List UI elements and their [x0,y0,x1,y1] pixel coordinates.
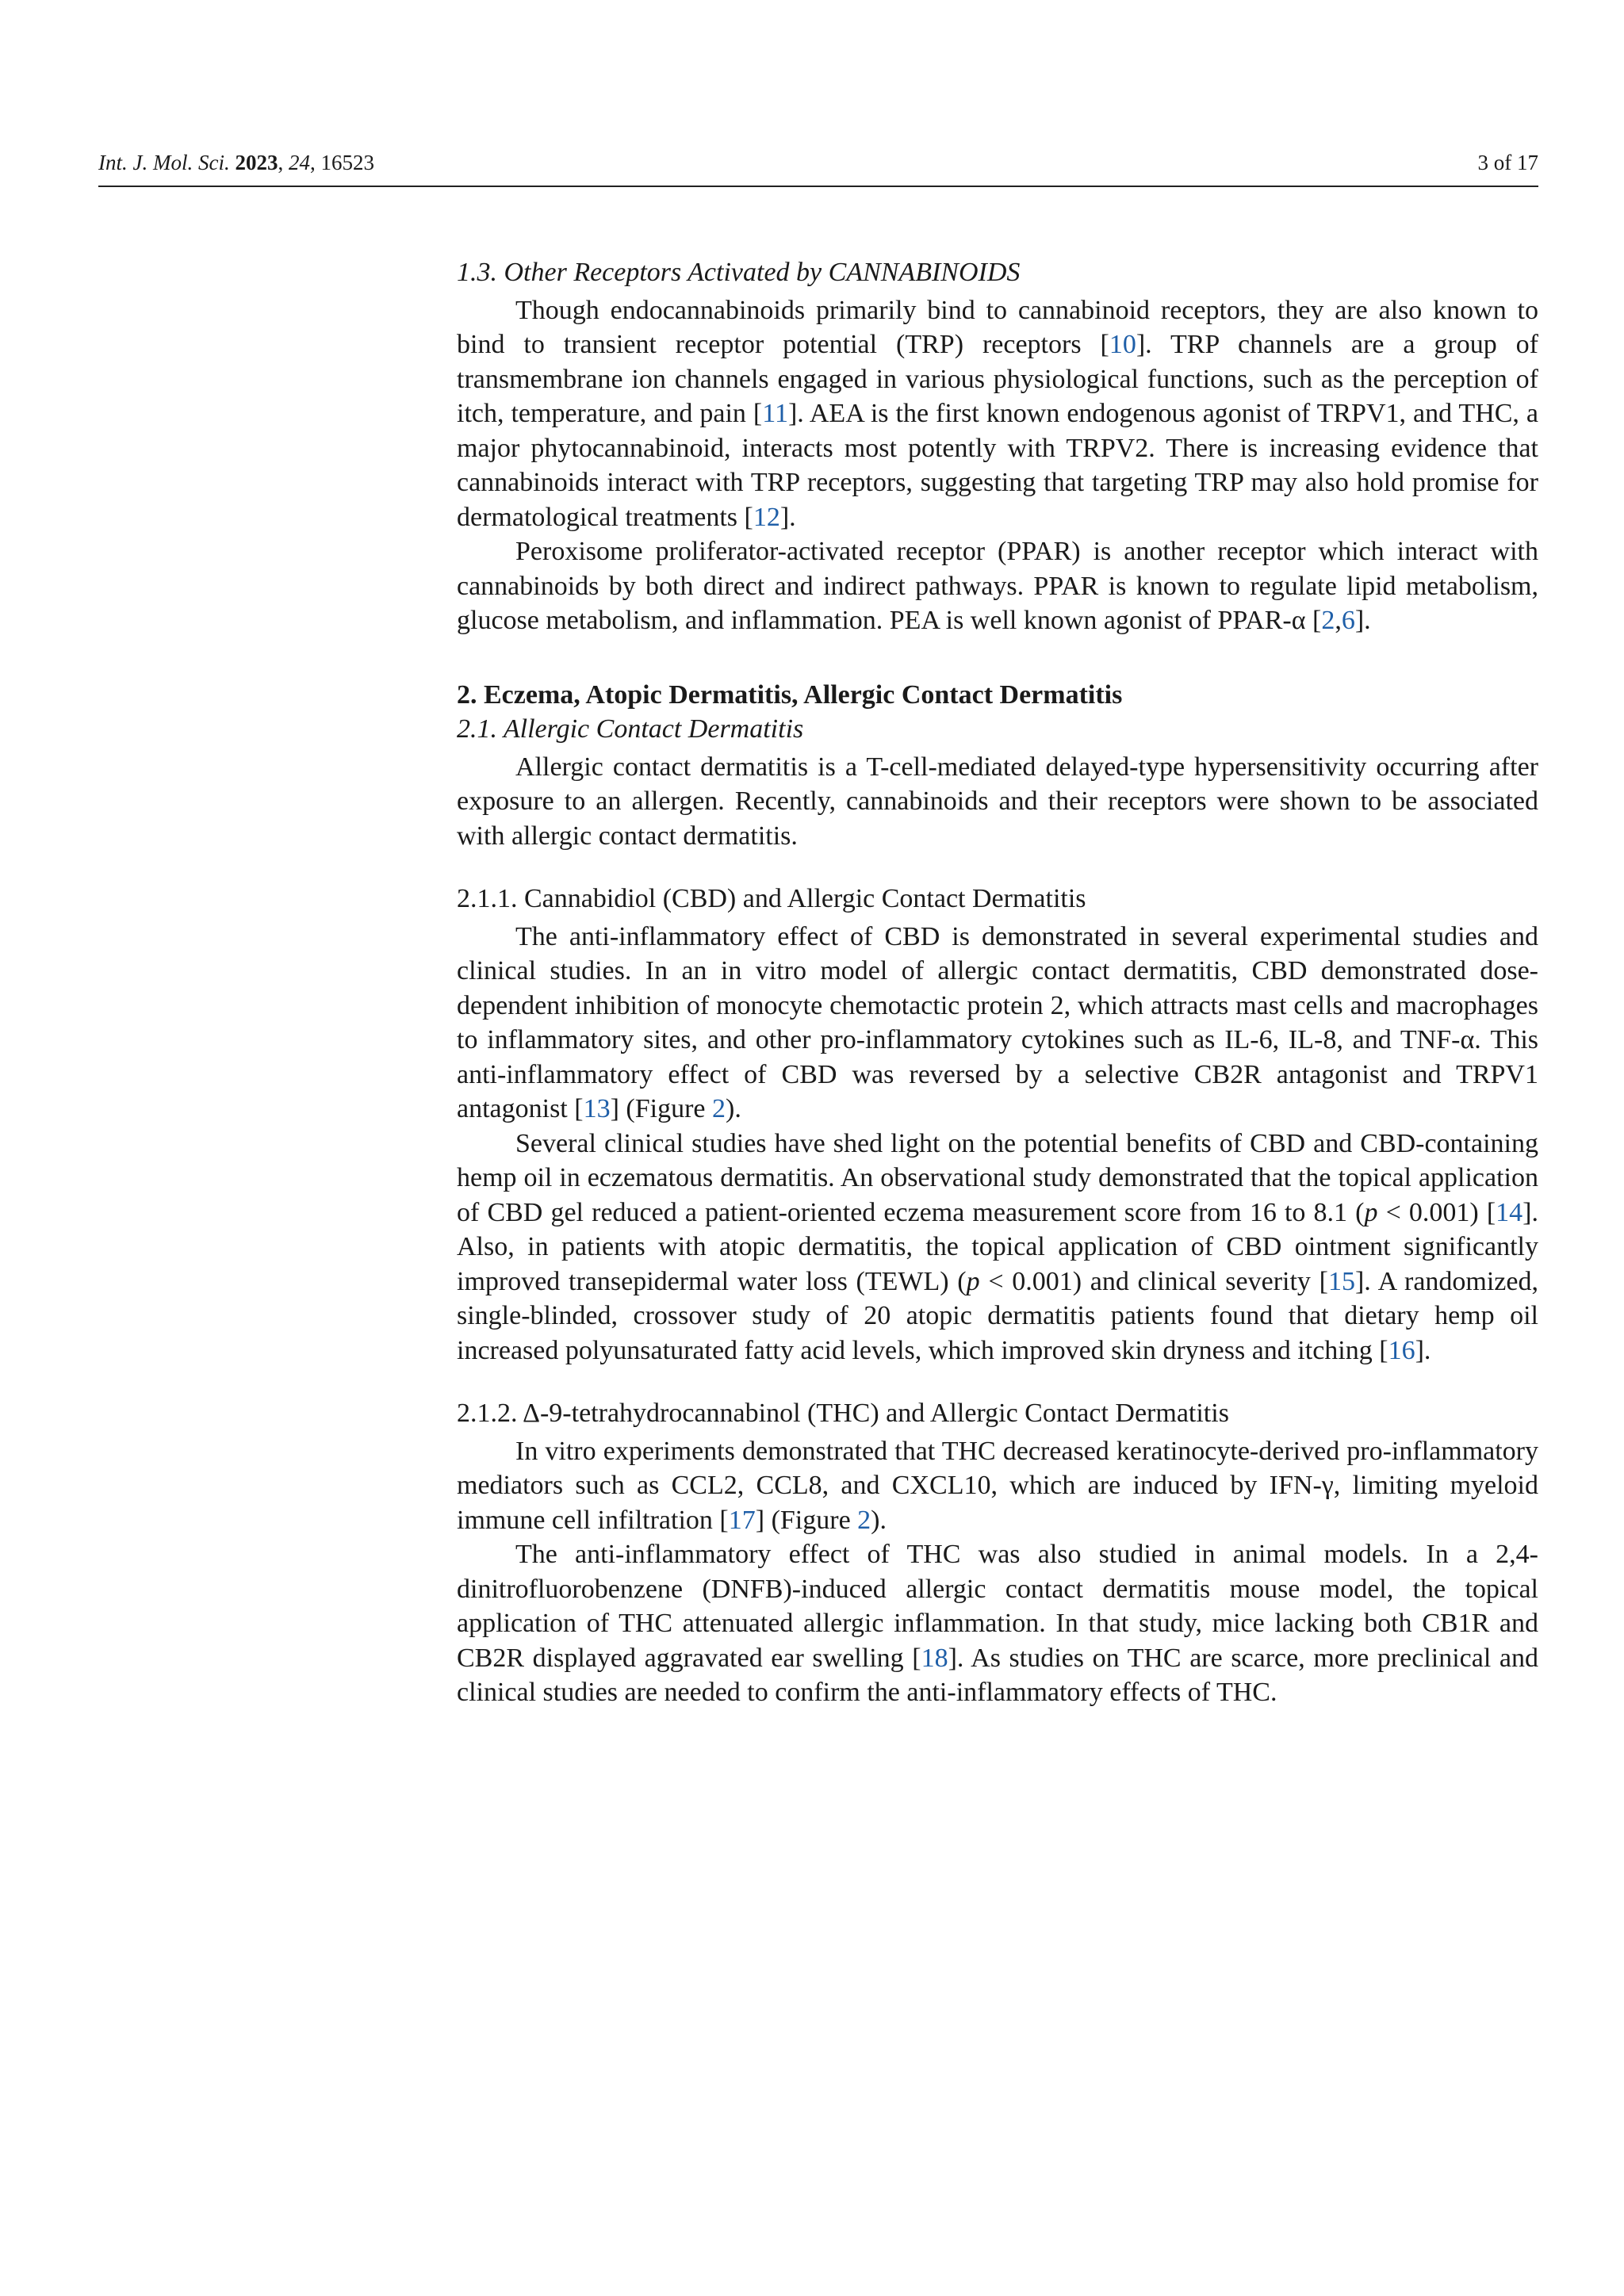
citation-18[interactable]: 18 [921,1643,948,1673]
page-number: 3 of 17 [1477,151,1538,174]
journal-name: Int. J. Mol. Sci. [98,151,230,174]
citation-17[interactable]: 17 [728,1505,756,1535]
paragraph-ppar: Peroxisome proliferator-activated receptor (PPAR) is another receptor which interact with cannabinoids by both direct and indirect pathways. PPAR is known to regulate lipid metabolism, glucose metabolism, and inflammation. PEA is well known agonist of PPAR-α [2,6]. [457,537,1538,635]
citation-2[interactable]: 2 [1321,606,1335,635]
journal-citation: Int. J. Mol. Sci. 2023, 24, 16523 [98,151,374,174]
citation-15[interactable]: 15 [1327,1266,1355,1296]
paragraph-trp-receptors: Though endocannabinoids primarily bind to cannabinoid receptors, they are also known to bind to transient receptor potential (TRP) receptors [10]. TRP channels are a group of transmembrane ion channels engaged in various physiological functions, such as the perception of itch, temperature, and pain [11]. AEA is the first known endogenous agonist of TRPV1, and THC, a major phytocannabinoid, interacts most potently with TRPV2. There is increasing evidence that cannabinoids interact with TRP receptors, suggesting that targeting TRP may also hold promise for dermatological treatments [12]. [457,295,1539,532]
section-heading-2-1-1: 2.1.1. Cannabidiol (CBD) and Allergic Contact Dermatitis [457,884,1086,913]
citation-14[interactable]: 14 [1496,1197,1523,1227]
paragraph-cbd-clinical-studies: Several clinical studies have shed light on the potential benefits of CBD and CBD-containing hemp oil in eczematous dermatitis. An observational study demonstrated that the topical application of CBD gel reduced a patient-oriented eczema measurement score from 16 to 8.1 (p < 0.001) [14]. Also, in patients with atopic dermatitis, the topical application of CBD ointment significantly improved transepidermal water loss (TEWL) (p < 0.001) and clinical severity [15]. A randomized, single-blinded, crossover study of 20 atopic dermatitis patients found that dietary hemp oil increased polyunsaturated fatty acid levels, which improved skin dryness and itching [16]. [457,1128,1538,1365]
journal-volume: 24 [288,151,310,174]
section-heading-2: 2. Eczema, Atopic Dermatitis, Allergic Contact Dermatitis [457,679,1123,710]
journal-year: 2023 [235,151,278,174]
citation-10[interactable]: 10 [1109,330,1136,359]
citation-11[interactable]: 11 [762,399,788,428]
paragraph-thc-in-vitro: In vitro experiments demonstrated that THC decreased keratinocyte-derived pro-inflammatory mediators such as CCL2, CCL8, and CXCL10, which are induced by IFN-γ, limiting myeloid immune cell infiltration [17] (Figure 2). [457,1436,1538,1535]
section-heading-1-3: 1.3. Other Receptors Activated by CANNABINOIDS [457,258,1021,287]
paragraph-allergic-contact-dermatitis: Allergic contact dermatitis is a T-cell-mediated delayed-type hypersensitivity occurring after exposure to an allergen. Recently, cannabinoids and their receptors were shown to be associated with allergic contact dermatitis. [457,752,1538,851]
section-heading-2-1-2: 2.1.2. Δ-9-tetrahydrocannabinol (THC) and Allergic Contact Dermatitis [457,1399,1229,1428]
citation-12[interactable]: 12 [753,502,780,532]
citation-6[interactable]: 6 [1341,606,1355,635]
citation-13[interactable]: 13 [583,1094,611,1123]
figure-2-link[interactable]: 2 [857,1505,871,1535]
running-header [98,149,1538,187]
paragraph-thc-animal-models: The anti-inflammatory effect of THC was also studied in animal models. In a 2,4-dinitrofluorobenzene (DNFB)-induced allergic contact dermatitis mouse model, the topical application of THC attenuated allergic inflammation. In that study, mice lacking both CB1R and CB2R displayed aggravated ear swelling [18]. As studies on THC are scarce, more preclinical and clinical studies are needed to confirm the anti-inflammatory effects of THC. [457,1540,1538,1707]
citation-16[interactable]: 16 [1388,1335,1415,1365]
figure-2-link[interactable]: 2 [712,1094,726,1123]
article-body [457,255,1538,1710]
section-heading-2-1: 2.1. Allergic Contact Dermatitis [457,714,804,744]
paragraph-cbd-anti-inflammatory: The anti-inflammatory effect of CBD is demonstrated in several experimental studies and clinical studies. In an in vitro model of allergic contact dermatitis, CBD demonstrated dose-dependent inhibition of monocyte chemotactic protein 2, which attracts mast cells and macrophages to inflammatory sites, and other pro-inflammatory cytokines such as IL-6, IL-8, and TNF-α. This anti-inflammatory effect of CBD was reversed by a selective CB2R antagonist and TRPV1 antagonist [13] (Figure 2). [457,921,1538,1123]
article-number: 16523 [320,151,374,174]
